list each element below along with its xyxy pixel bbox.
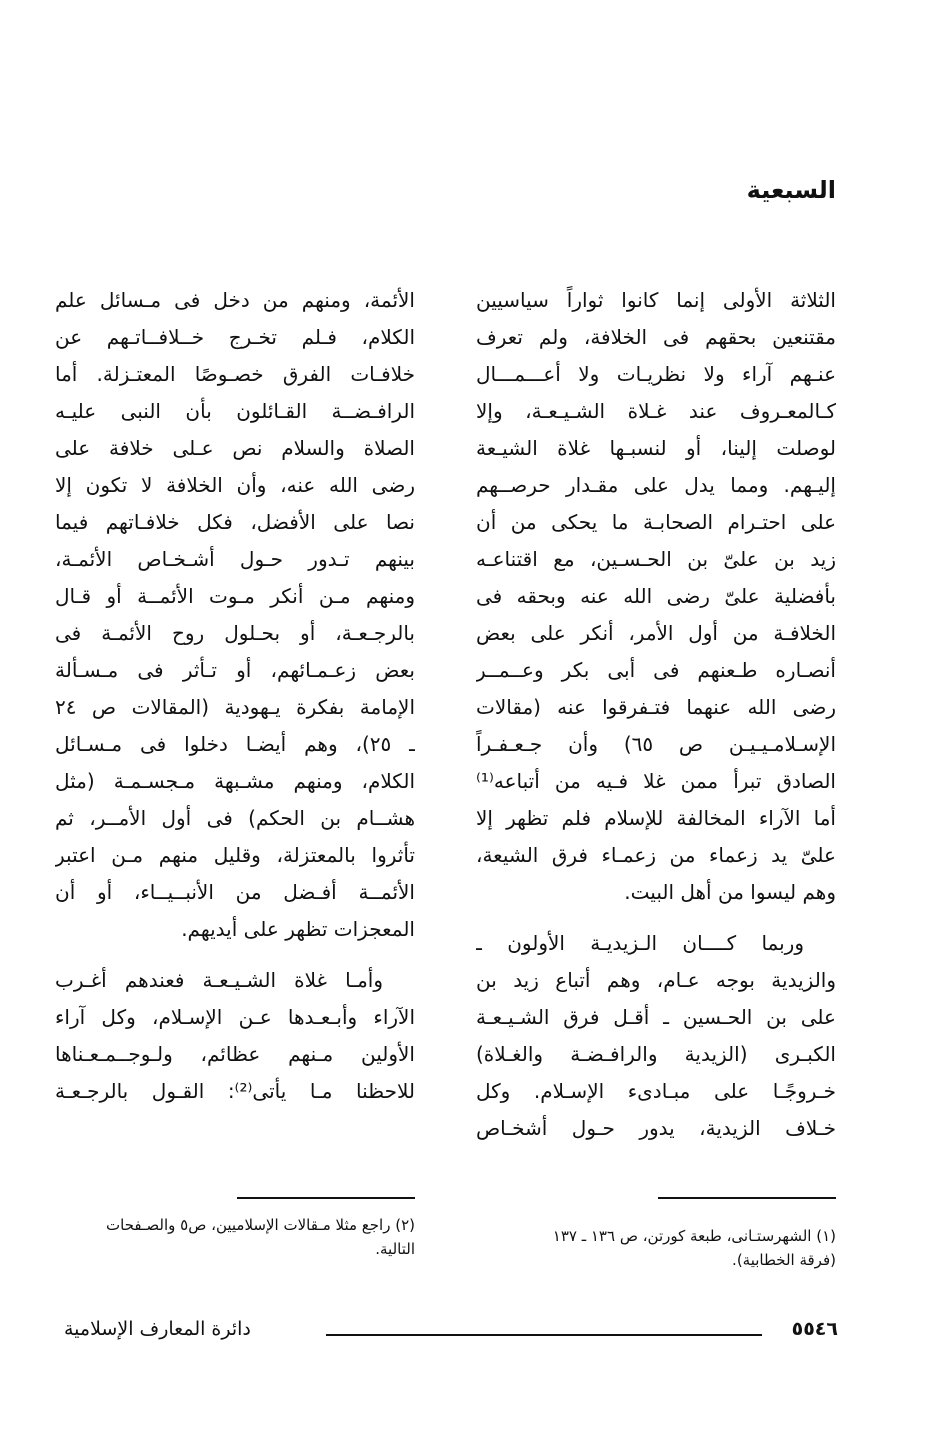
left-paragraph-1	[55, 282, 415, 948]
paragraph-gap	[55, 948, 415, 962]
text-line: بينهم تـدور حـول أشـخـاص الأئمـة،	[55, 547, 415, 571]
text-line: الخلافـة من أول الأمر، أنكر على بعض	[476, 621, 836, 645]
section-title: السبعية	[746, 176, 836, 204]
left-column	[55, 282, 415, 1110]
text-line: وربما كــــان الـزيديـة الأولون ـ	[476, 931, 804, 955]
text-line-footnote-ref: الصادق تبرأ ممن غلا فـيه من أتباعه⁽¹⁾	[476, 769, 836, 793]
text-line: الكبـرى (الزيدية والرافـضـة والغـلاة)	[476, 1042, 836, 1066]
footnote-separator-right	[658, 1197, 836, 1199]
text-line: مقتنعين بحقهم فى الخلافة، ولم تعرف	[476, 325, 836, 349]
text-line: الأولين مـنهم عظائم، ولـوجــمـعـناها	[55, 1042, 415, 1066]
text-line: نصا على الأفضل، فكل خلافـاتهم فيما	[55, 510, 415, 534]
encyclopedia-title: دائرة المعارف الإسلامية	[64, 1318, 251, 1340]
right-column	[476, 282, 836, 1147]
paragraph-gap	[476, 911, 836, 925]
text-line: عنـهم آراء ولا نظريـات ولا أعـــمـــال	[476, 362, 836, 386]
text-line: بالرجـعـة، أو بحـلول روح الأئمـة فى	[55, 621, 415, 645]
text-line: الصلاة والسلام نص عـلى خلافة على	[55, 436, 415, 460]
text-line: كـالمعـروف عند غـلاة الشـيـعـة، وإلا	[476, 399, 836, 423]
text-line: بأفضلية علىّ رضى الله عنه وبحقه فى	[476, 584, 836, 608]
text-line: أما الآراء المخالفة للإسلام فلم تظهر إلا	[476, 806, 836, 830]
text-line: إليـهم. ومما يدل على مقـدار حرصــهم	[476, 473, 836, 497]
text-line: خلافـات الفرق خصـوصًا المعتـزلة. أما	[55, 362, 415, 386]
text-line: زيد بن علىّ بن الحـسـين، مع اقتناعـه	[476, 547, 836, 571]
footnote-2	[55, 1213, 415, 1261]
right-paragraph-1	[476, 282, 836, 911]
text-line: الإمامة بفكرة يـهودية (المقالات ص ٢٤	[55, 695, 415, 719]
text-line: علىّ يد زعماء من زعمـاء فرق الشيعة،	[476, 843, 836, 867]
page-number: ٥٥٤٦	[791, 1318, 838, 1340]
text-line: ـ ٢٥)، وهم أيضـا دخلوا فى مـسـائل	[55, 732, 415, 756]
text-line: الرافـضــة القـائلون بأن النبى عليـه	[55, 399, 415, 423]
text-line: خـروجًـا على مبـادىء الإسـلام. وكل	[476, 1079, 836, 1103]
text-line-footnote-ref: للاحظنا مـا يأتى⁽²⁾: القـول بالرجـعـة	[55, 1079, 415, 1103]
footnote-line: التالية.	[375, 1240, 415, 1258]
text-line: أنصـاره طـعنهم فى أبى بكر وعــمــر	[476, 658, 836, 682]
text-line: رضى الله عنهما فتـفرقوا عنه (مقالات	[476, 695, 836, 719]
text-line: الكلام، ومنهم مشـبهة مـجسـمـة (مثل	[55, 769, 415, 793]
footnote-line: (١) الشهرستـانى، طبعة كورتن، ص ١٣٦ ـ ١٣٧	[552, 1227, 836, 1245]
page-footer	[64, 1314, 838, 1354]
text-line: المعجزات تظهر على أيديهم.	[181, 917, 415, 941]
text-line: على احتـرام الصحابـة ما يحكى من أن	[476, 510, 836, 534]
text-line: الأئمة، ومنهم من دخل فى مـسائل علم	[55, 288, 415, 312]
footnote-line: (٢) راجع مثلا مـقالات الإسلاميين، ص٥ والصـفحات	[106, 1216, 415, 1234]
text-line: والزيدية بوجه عـام، وهم أتباع زيد بن	[476, 968, 836, 992]
text-line: بعض زعـمـائهم، أو تـأثر فى مـسـألة	[55, 658, 415, 682]
footer-rule	[326, 1334, 762, 1336]
text-line: على بن الحـسين ـ أقـل فرق الشـيـعـة	[476, 1005, 836, 1029]
text-line: الآراء وأبـعـدها عـن الإسـلام، وكل آراء	[55, 1005, 415, 1029]
footnote-1	[476, 1224, 836, 1272]
text-line: خـلاف الزيدية، يدور حـول أشخـاص	[476, 1116, 836, 1140]
text-line: هشــام بن الحكم) فى أول الأمــر، ثم	[55, 806, 415, 830]
footnote-separator-left	[237, 1197, 415, 1199]
text-line: وهم ليسوا من أهل البيت.	[624, 880, 836, 904]
text-line: الثلاثة الأولى إنما كانوا ثواراً سياسيين	[476, 288, 836, 312]
text-line: الإسـلامـيـيـن ص ٦٥) وأن جـعـفـراً	[476, 732, 836, 756]
right-paragraph-2	[476, 925, 836, 1147]
text-line: الأئمــة أفـضل من الأنبــيــاء، أو أن	[55, 880, 415, 904]
footnote-line: (فرقة الخطابية).	[732, 1251, 836, 1269]
left-paragraph-2	[55, 962, 415, 1110]
text-line: الكلام، فـلم تخـرج خــلافــاتـهم عن	[55, 325, 415, 349]
text-line: رضى الله عنه، وأن الخلافة لا تكون إلا	[55, 473, 415, 497]
text-line: وأمـا غلاة الشـيـعـة فعندهم أغـرب	[55, 968, 383, 992]
text-line: تأثروا بالمعتزلة، وقليل منهم مـن اعتبر	[55, 843, 415, 867]
text-line: لوصلت إلينا، أو لنسبـها غلاة الشيـعة	[476, 436, 836, 460]
text-line: ومنهم مـن أنكر مـوت الأئمــة أو قـال	[55, 584, 415, 608]
